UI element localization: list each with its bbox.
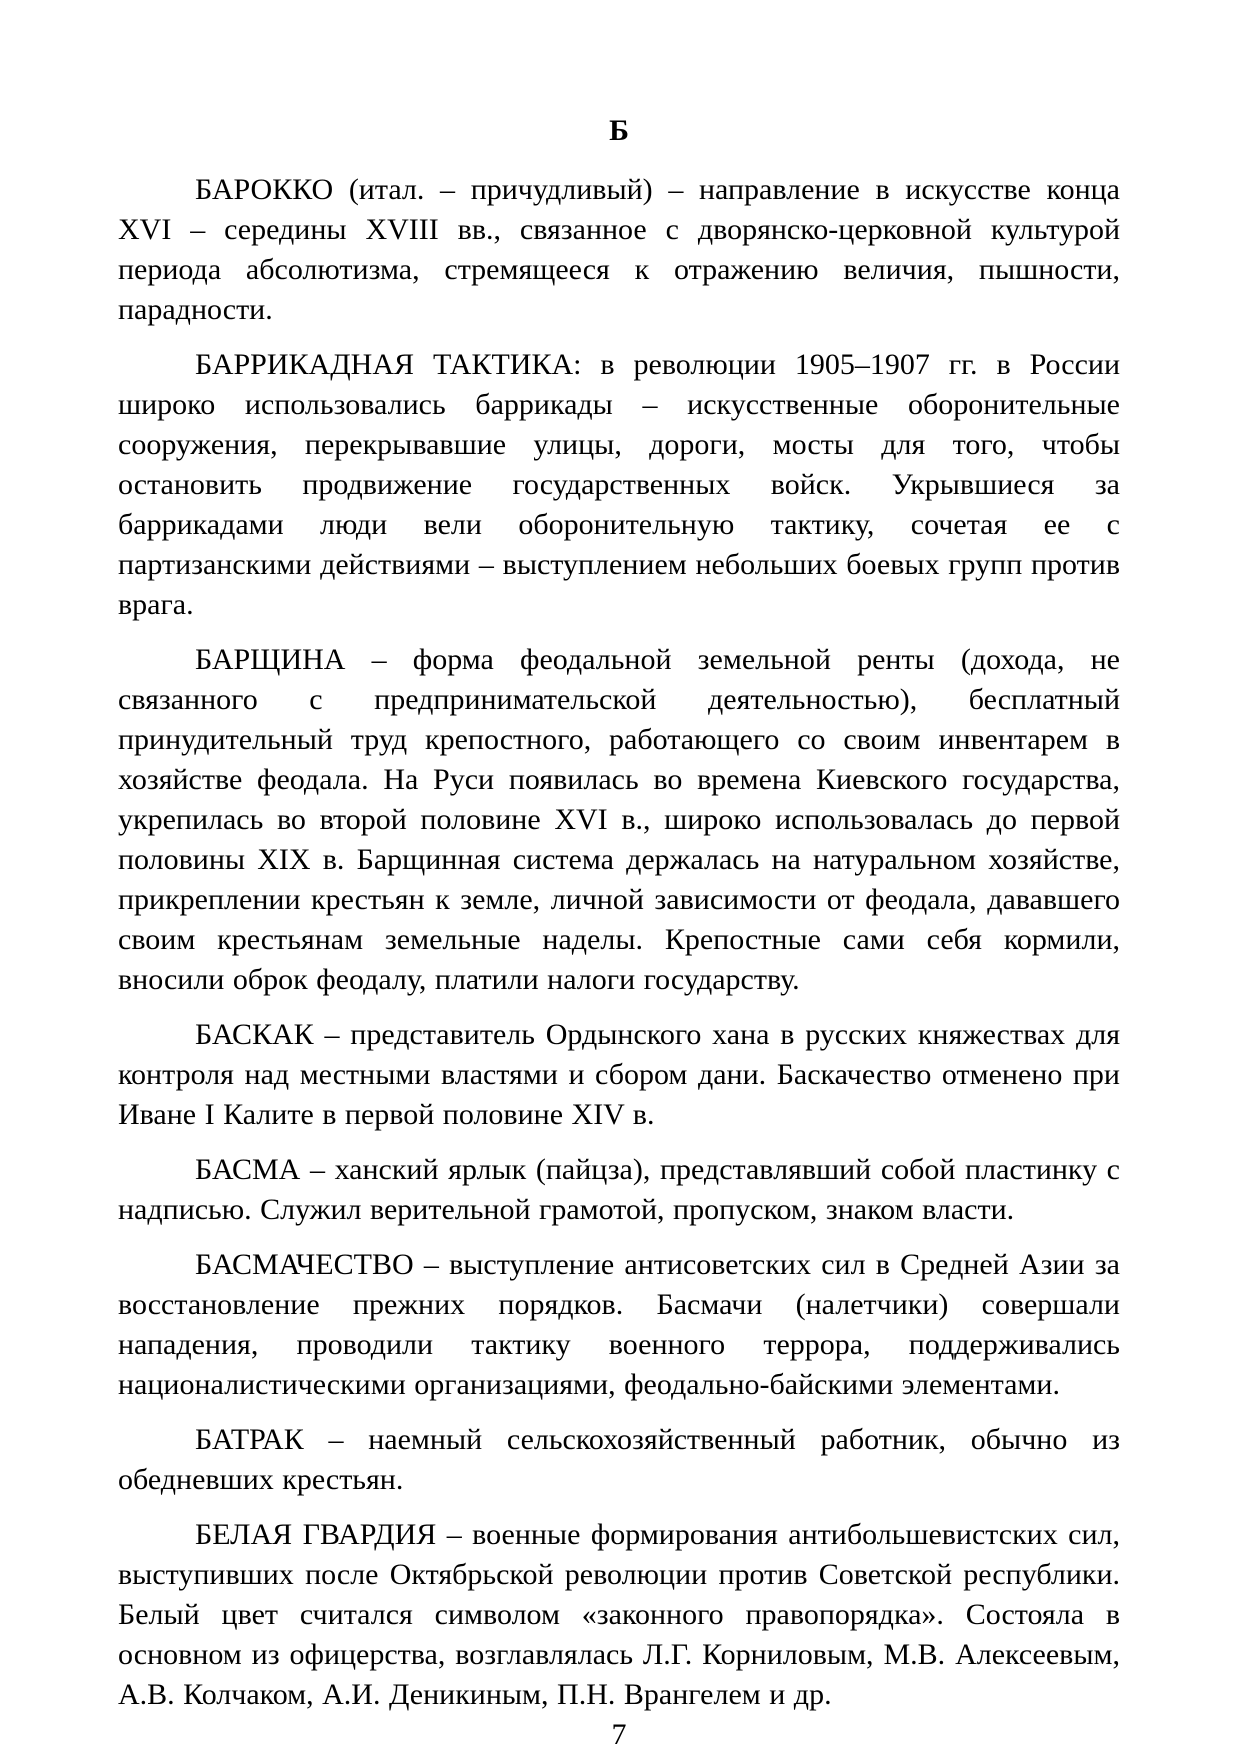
glossary-definition: – ханский ярлык (пайцза), представлявший собой пластинку с надписью. Служил верительной грамотой, пропуском, знаком власти. [118,1153,1120,1226]
glossary-entry [118,1015,1120,1135]
glossary-term: БАСМА [195,1153,301,1186]
glossary-entry [118,640,1120,1000]
glossary-definition: – наемный сельскохозяйственный работник, обычно из обедневших крестьян. [118,1423,1120,1496]
glossary-definition: – выступление антисоветских сил в Средней Азии за восстановление прежних порядков. Басмачи (налетчики) совершали нападения, проводили тактику военного террора, поддерживались националистическими организациями, феодально-байскими элементами. [118,1248,1120,1401]
glossary-definition: : в революции 1905–1907 гг. в России широко использовались баррикады – искусственные оборонительные сооружения, перекрывавшие улицы, дороги, мосты для того, чтобы остановить продвижение государственных войск. Укрывшиеся за баррикадами люди вели оборонительную тактику, сочетая ее с партизанскими действиями – выступлением небольших боевых групп против врага. [118,348,1120,621]
glossary-entry [118,170,1120,330]
glossary-definition: (итал. – причудливый) – направление в искусстве конца XVI – середины XVIII вв., связанное с дворянско-церковной культурой периода абсолютизма, стремящееся к отражению величия, пышности, парадности. [118,173,1120,326]
glossary-term: БАРРИКАДНАЯ ТАКТИКА [195,348,574,381]
glossary-term: БАРОККО [195,173,334,206]
glossary-definition: – представитель Ордынского хана в русских княжествах для контроля над местными властями и сбором дани. Баскачество отменено при Иване I Калите в первой половине XIV в. [118,1018,1120,1131]
glossary-term: БАСКАК [195,1018,314,1051]
glossary-term: БАТРАК [195,1423,304,1456]
glossary-entry [118,1420,1120,1500]
glossary-definition: – форма феодальной земельной ренты (дохода, не связанного с предпринимательской деятельностью), бесплатный принудительный труд крепостного, работающего со своим инвентарем в хозяйстве феодала. На Руси появилась во времена Киевского государства, укрепилась во второй половине XVI в., широко использовалась до первой половины XIX в. Барщинная система держалась на натуральном хозяйстве, прикреплении крестьян к земле, личной зависимости от феодала, дававшего своим крестьянам земельные наделы. Крепостные сами себя кормили, вносили оброк феодалу, платили налоги государству. [118,643,1120,996]
glossary-entry [118,345,1120,625]
page-number: 7 [611,1718,627,1751]
glossary-term: БАСМАЧЕСТВО [195,1248,414,1281]
glossary-entry [118,1150,1120,1230]
glossary-entry [118,1515,1120,1715]
glossary-entry [118,1245,1120,1405]
glossary-term: БАРЩИНА [195,643,346,676]
glossary-definition: – военные формирования антибольшевистских сил, выступивших после Октябрьской революции против Советской республики. Белый цвет считался символом «законного правопорядка». Состояла в основном из офицерства, возглавлялась Л.Г. Корниловым, М.В. Алексеевым, А.В. Колчаком, А.И. Деникиным, П.Н. Врангелем и др. [118,1518,1120,1711]
glossary-term: БЕЛАЯ ГВАРДИЯ [195,1518,437,1551]
section-letter-heading: Б [609,114,629,147]
